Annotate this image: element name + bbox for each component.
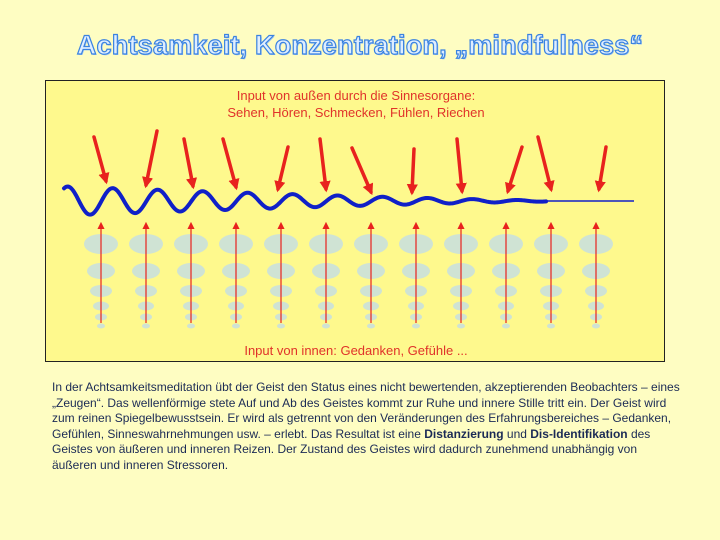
outer-input-label [46, 87, 666, 121]
thought-ellipse-1-6 [97, 324, 105, 329]
thought-ellipse-2-6 [142, 324, 150, 329]
outer-input-arrow-12 [599, 147, 606, 189]
outer-input-arrow-8 [412, 149, 414, 192]
outer-input-arrow-3 [184, 139, 193, 186]
diagram-canvas [46, 81, 666, 363]
mind-wave [64, 187, 546, 215]
thought-ellipse-7-6 [367, 324, 375, 329]
thought-ellipse-9-6 [457, 324, 465, 329]
thought-ellipse-5-6 [277, 324, 285, 329]
outer-input-arrow-7 [352, 148, 371, 192]
inner-input-label: Input von innen: Gedanken, Gefühle ... [244, 343, 468, 358]
outer-input-arrow-4 [223, 139, 236, 187]
description-part1: In der Achtsamkeitsmeditation übt der Geist den Status eines nicht bewertenden, akzeptierenden Beobachters – eines „Zeugen“. Das wellenförmige stete Auf und Ab des Geistes kommt zur Ruhe und innere Stille tritt ein. Der Geist wird zum reinen Spiegelbewusstsein. Er wird als getrennt von den Veränderungen des Erfahrungsbereiches – Gedanken, Gefühlen, Sinneswahrnehmungen usw. – erlebt. Das Resultat ist eine [52, 380, 680, 441]
thought-ellipse-10-6 [502, 324, 510, 329]
distanzierung-term: Distanzierung [424, 426, 504, 441]
outer-input-arrow-6 [320, 139, 326, 189]
outer-input-arrow-9 [457, 139, 462, 191]
thought-ellipse-8-6 [412, 324, 420, 329]
description-text [52, 380, 682, 474]
slide-title: Achtsamkeit, Konzentration, „mindfulness“ [76, 30, 644, 60]
outer-input-arrow-1 [94, 137, 106, 181]
outer-input-arrow-5 [278, 147, 288, 189]
outer-input-line1: Input von außen durch die Sinnesorgane: [236, 88, 476, 103]
outer-input-arrow-2 [146, 131, 157, 185]
thought-ellipse-3-6 [187, 324, 195, 329]
description-part3: des Geistes von äußeren und inneren Reizen. Der Zustand des Geistes wird dadurch zunehmend unabhängig von äußeren und inneren Stressoren. [52, 426, 651, 472]
outer-input-arrow-11 [538, 137, 551, 189]
thought-ellipse-4-6 [232, 324, 240, 329]
thought-ellipse-11-6 [547, 324, 555, 329]
description-part2: und [503, 426, 531, 441]
dis-identifikation-term: Dis-Identifikation [530, 426, 628, 441]
thought-ellipse-12-6 [592, 324, 600, 329]
thought-ellipse-6-6 [322, 324, 330, 329]
diagram-panel [45, 80, 665, 362]
outer-input-arrow-10 [508, 147, 522, 191]
outer-input-line2: Sehen, Hören, Schmecken, Fühlen, Riechen [227, 105, 485, 120]
